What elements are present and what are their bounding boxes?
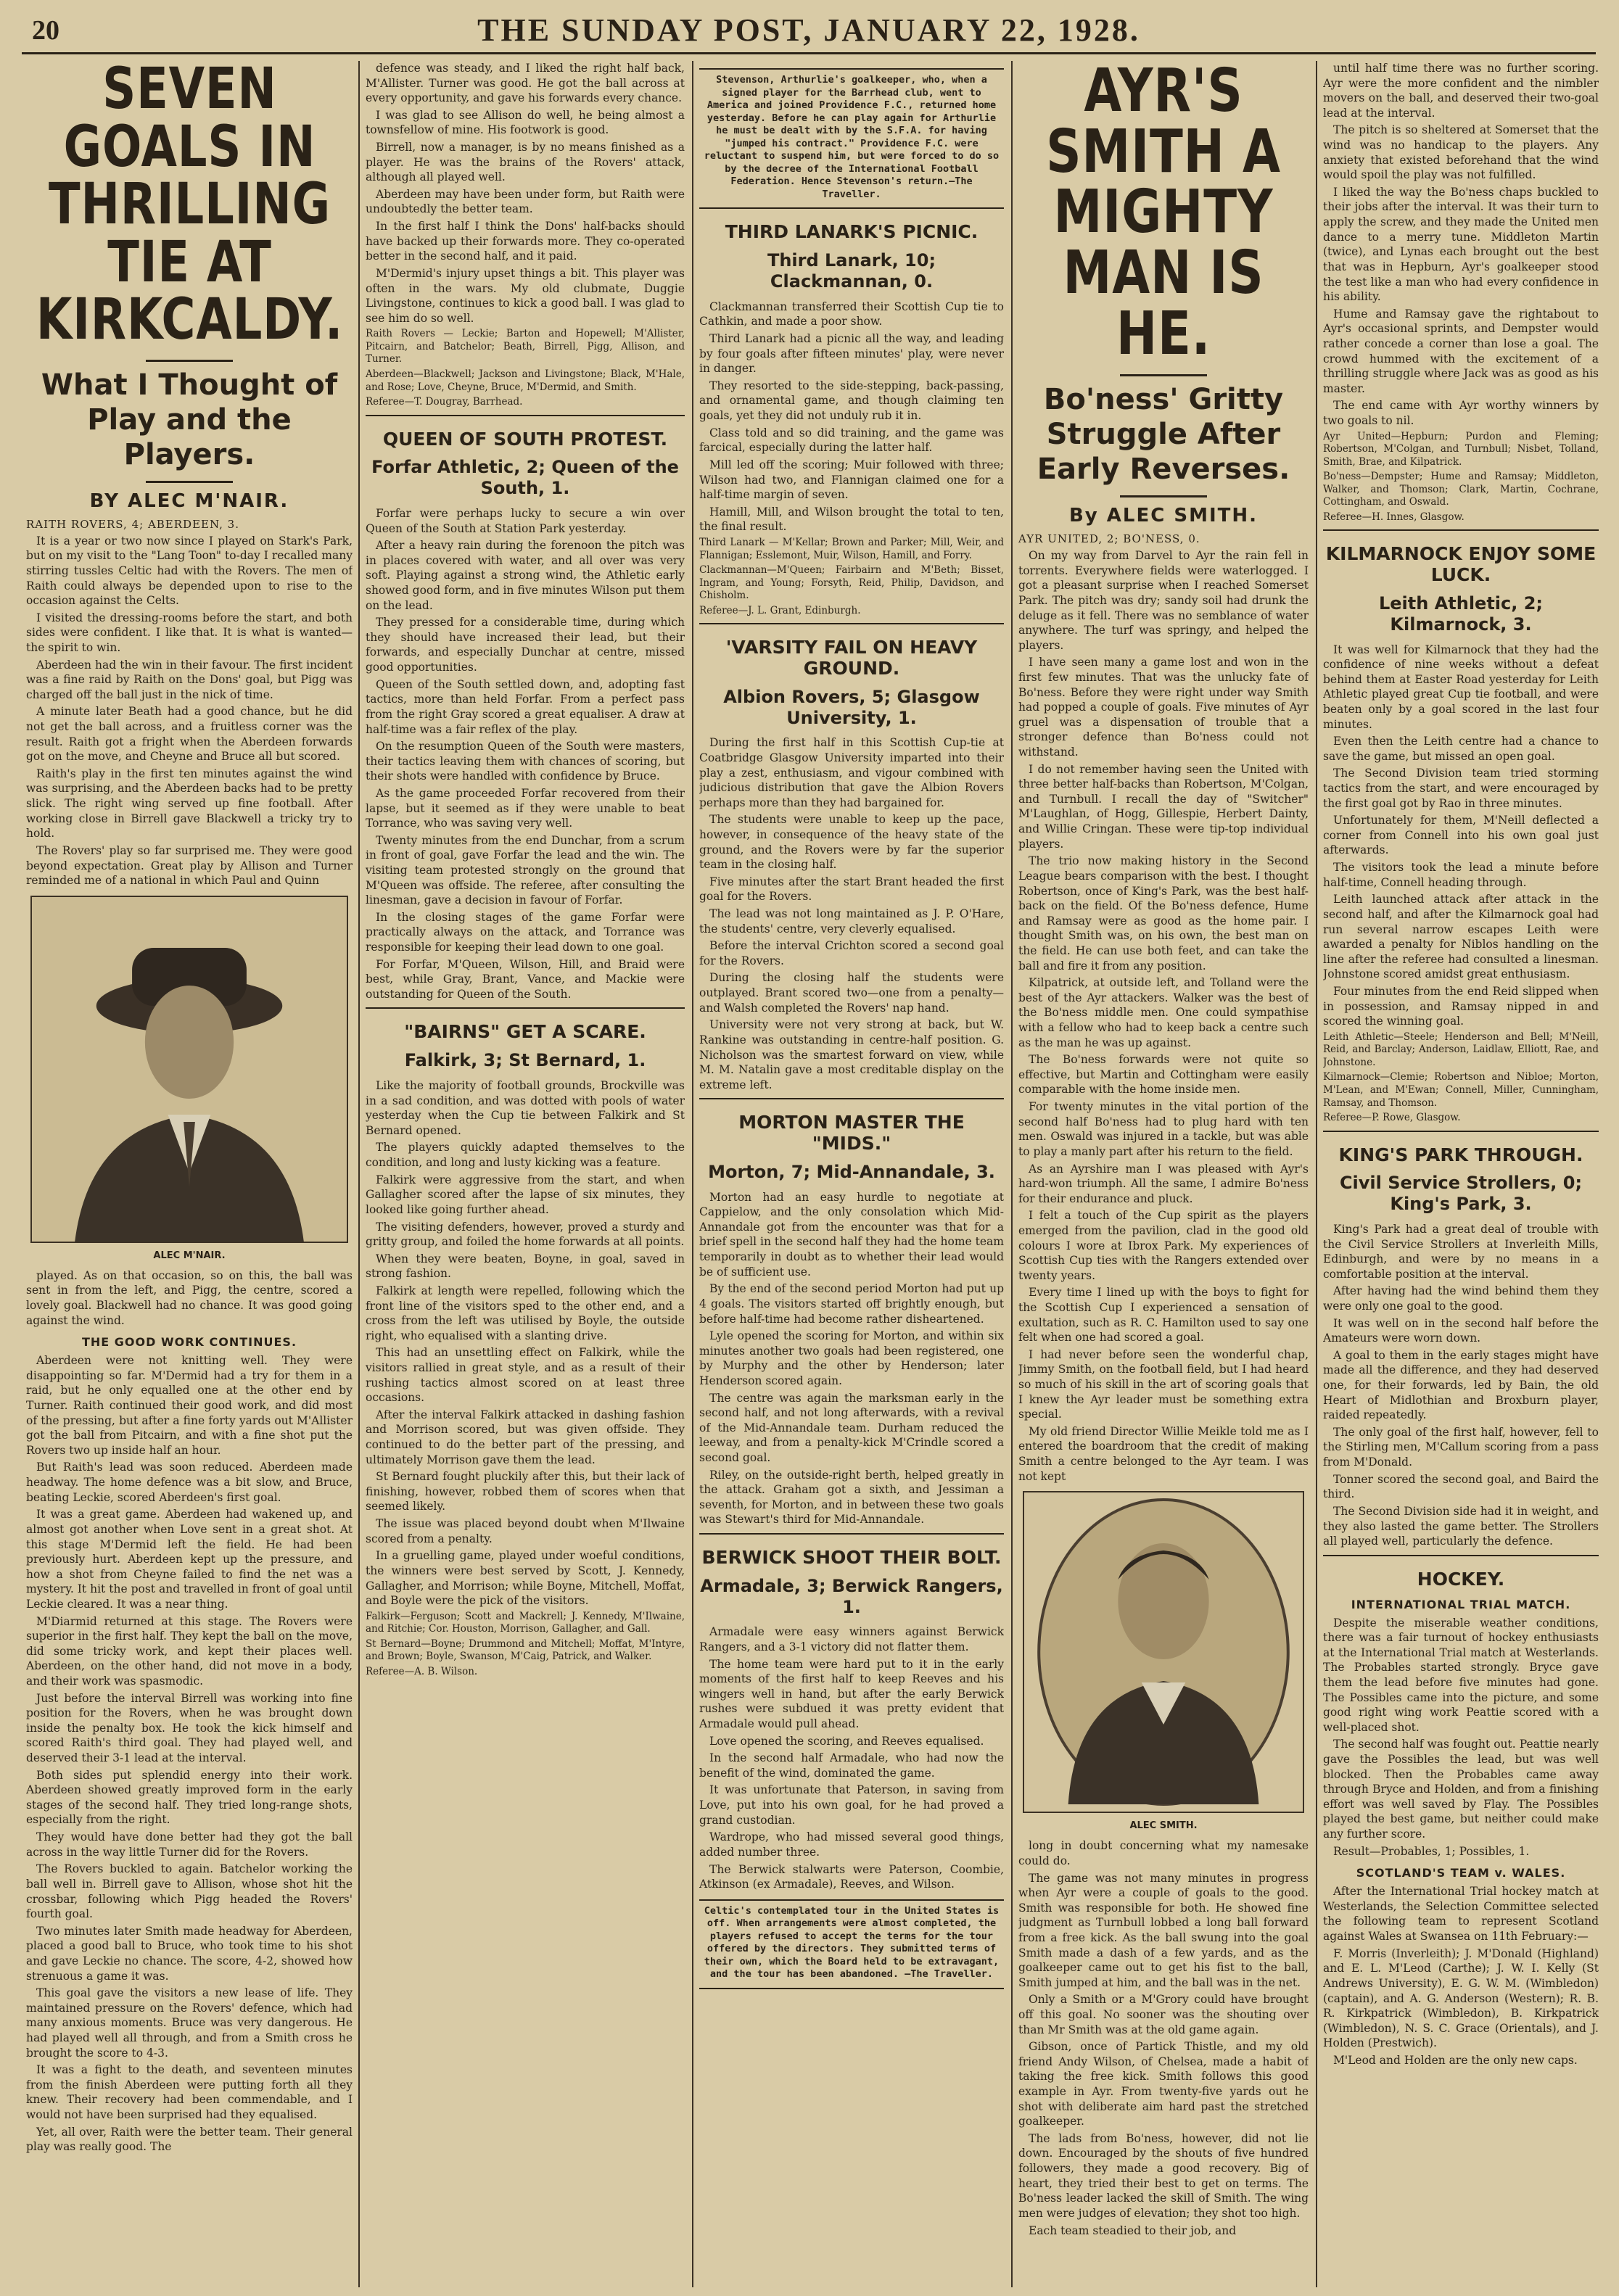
paragraph: Both sides put splendid energy into their work. Aberdeen showed greatly improved form in the early stages of the second half. They tried long-range shots, especially from the right. (26, 1768, 353, 1827)
paragraph: Yet, all over, Raith were the better team. Their general play was really good. The (26, 2125, 353, 2154)
paragraph: In a gruelling game, played under woeful conditions, the winners were best served by Scott, J. Kennedy, Gallagher, and Morrison; while Boyne, Mitchell, Moffat, and Boyle were the pick of the visitors. (366, 1549, 685, 1608)
paragraph: Five minutes after the start Brant headed the first goal for the Rovers. (699, 875, 1004, 904)
headline-kilmarnock: KILMARNOCK ENJOY SOME LUCK. (1325, 543, 1597, 586)
paragraph: It was a great game. Aberdeen had wakened up, and almost got another when Love sent in a great shot. At this stage M'Dermid left the field. He had been previously hurt. Aberdeen kept up the pressure, and how a shot from Cheyne failed to find the net was a mystery. It hit the post and travelled in front of goal until Leckie cleared. It was a near thing. (26, 1508, 353, 1611)
column-rule (692, 61, 693, 2287)
score-falkirk-stbernard: Falkirk, 3; St Bernard, 1. (404, 1050, 646, 1071)
paragraph: After the International Trial hockey match at Westerlands, the Selection Committee selected the following team to represent Scotland against Wales at Swansea on 11th February:— (1323, 1885, 1599, 1944)
paragraph: It was well for Kilmarnock that they had the confidence of nine weeks without a defeat behind them at Easter Road yesterday for Leith Athletic played great Cup tie football, and were beaten only by a goal scored in the last four minutes. (1323, 643, 1599, 731)
photo-caption: ALEC M'NAIR. (153, 1250, 226, 1261)
paragraph: It was well on in the second half before the Amateurs were worn down. (1323, 1316, 1599, 1345)
paragraph: After having had the wind behind them they were only one goal to the good. (1323, 1284, 1599, 1313)
paragraph: For Forfar, M'Queen, Wilson, Hill, and Braid were best, while Gray, Brant, Vance, and Mackie were outstanding for Queen of the South. (366, 957, 685, 1001)
score-leith-kilmarnock: Leith Athletic, 2; Kilmarnock, 3. (1378, 592, 1544, 635)
paragraph: Mill led off the scoring; Muir followed with three; Wilson had two, and Flannigan claimed one for a half-time margin of seven. (699, 458, 1004, 502)
divider (699, 1533, 1004, 1535)
paragraph: Two minutes later Smith made headway for Aberdeen, placed a good ball to Bruce, who took time to his shot and gave Leckie no chance. The score, 4-2, showed how strenuous a game it was. (26, 1924, 353, 1983)
paragraph: The home team were hard put to it in the early moments of the first half to keep Reeves and his wingers well in hand, but after the early Berwick rushes were subdued it was pretty evident that Armadale would pull ahead. (699, 1657, 1004, 1731)
paragraph: The lads from Bo'ness, however, did not lie down. Encouraged by the shouts of five hundred followers, they made a good recovery. Big of heart, they tried their best to get on terms. The Bo'ness leader lacked the skill of Smith. The wing men were judges of elevation; they shot too high. (1018, 2131, 1309, 2220)
divider (1323, 1555, 1599, 1556)
paragraph: The issue was placed beyond doubt when M'Ilwaine scored from a penalty. (366, 1517, 685, 1545)
team-lineup: Falkirk—Ferguson; Scott and Mackrell; J. Kennedy, M'Ilwaine, and Ritchie; Cor. Houston, Morrison, Gallagher, and Gall. (366, 1610, 685, 1635)
paragraph: I felt a touch of the Cup spirit as the players emerged from the pavilion, clad in the good old colours I wore at Ibrox Park. My experiences of Scottish Cup ties with the Rangers extended over twenty years. (1018, 1209, 1309, 1282)
divider (146, 481, 233, 483)
masthead (22, 10, 1596, 54)
article-body (26, 534, 353, 888)
box-text: Stevenson, Arthurlie's goalkeeper, who, when a signed player for the Barrhead club, went to America and joined Providence F.C., returned home yesterday. Before he can play again for Arthurlie he must be dealt with by the S.F.A. for having "jumped his contract." Providence F.C. were reluctant to suspend him, but were forced to do so by the decree of the International Football Federation. Hence Stevenson's return.—The Traveller. (704, 74, 1000, 200)
paragraph: Aberdeen had the win in their favour. The first incident was a fine raid by Raith on the Dons' goal, but Pigg was charged off the ball just in the nick of time. (26, 658, 353, 701)
column-rule (358, 61, 360, 2287)
column-rule (1316, 61, 1317, 2287)
paragraph: Before the interval Crichton scored a second goal for the Rovers. (699, 939, 1004, 967)
paragraph: until half time there was no further scoring. Ayr were the more confident and the nimbler movers on the ball, and deserved their two-goal lead at the interval. (1323, 62, 1599, 120)
paragraph: Queen of the South settled down, and, adopting fast tactics, more than held Forfar. From a perfect pass from the right Gray scored a great equaliser. A draw at half-time was a fair reflex of the play. (366, 677, 685, 736)
paragraph: The Berwick stalwarts were Paterson, Coombie, Atkinson (ex Armadale), Reeves, and Wilson. (699, 1862, 1004, 1891)
divider (366, 415, 685, 416)
paragraph: I have seen many a game lost and won in the first few minutes. That was the unlucky fate of Bo'ness. Before they were right under way Smith had popped a couple of goals. Five minutes of Ayr gruel was a dispensation of trouble that a stronger defence than Bo'ness could not withstand. (1018, 656, 1309, 759)
headline-berwick: BERWICK SHOOT THEIR BOLT. (701, 1547, 1002, 1569)
paragraph: The lead was not long maintained as J. P. O'Hare, the students' centre, very cleverly equalised. (699, 907, 1004, 936)
paragraph: Morton had an easy hurdle to negotiate at Cappielow, and the only consolation which Mid-Annandale got from the encounter was that for a brief spell in the second half they had the home team temporarily in doubt as to whether their lead would be of sufficient use. (699, 1190, 1004, 1279)
paragraph: Falkirk were aggressive from the start, and when Gallagher scored after the lapse of six minutes, they looked like going further ahead. (366, 1173, 685, 1216)
result-line: RAITH ROVERS, 4; ABERDEEN, 3. (26, 517, 239, 531)
paragraph: M'Diarmid returned at this stage. The Rovers were superior in the first half. They kept the ball on the move, did some tricky work, and kept their places well. Aberdeen, on the other hand, did not move in a body, and their work was spasmodic. (26, 1614, 353, 1688)
paragraph: They would have done better had they got the ball across in the way little Turner did for the Rovers. (26, 1830, 353, 1859)
divider (1323, 529, 1599, 531)
subheadline-boness: Bo'ness' Gritty Struggle After Early Reverses. (1037, 383, 1290, 487)
score-albion-university: Albion Rovers, 5; Glasgow University, 1. (723, 686, 980, 728)
referee-line: Referee—T. Dougray, Barrhead. (366, 396, 523, 408)
paragraph: The end came with Ayr worthy winners by two goals to nil. (1323, 399, 1599, 428)
score-forfar-queen: Forfar Athletic, 2; Queen of the South, 1. (371, 457, 679, 499)
subheadline-trial-match: INTERNATIONAL TRIAL MATCH. (1351, 1597, 1571, 1611)
byline-smith: By ALEC SMITH. (1068, 505, 1258, 527)
paragraph: A goal to them in the early stages might have made all the difference, and they had deserved one, for their forwards, led by Bain, the old Heart of Midlothian and Broxburn player, raided repeatedly. (1323, 1348, 1599, 1422)
paragraph: I liked the way the Bo'ness chaps buckled to their jobs after the interval. It was their turn to apply the screw, and they made the United men dance to a merry tune. Middleton Martin (twice), and Lynas each brought out the best that was in Hepburn, Ayr's goalkeeper stood the test like a man who had every confidence in his ability. (1323, 185, 1599, 304)
page-number: 20 (32, 15, 59, 46)
paragraph: This goal gave the visitors a new lease of life. They maintained pressure on the Rovers' defence, which had many anxious moments. Bruce was very dangerous. He had played well all through, and from a Smith cross he brought the score to 4-3. (26, 1986, 353, 2060)
score-strollers-kings-park: Civil Service Strollers, 0; King's Park, 3. (1339, 1173, 1583, 1215)
paragraph: As an Ayrshire man I was pleased with Ayr's hard-won triumph. All the same, I admire Bo'ness for their endurance and pluck. (1018, 1162, 1309, 1205)
paragraph: This had an unsettling effect on Falkirk, while the visitors rallied in great style, and as a result of their rushing tactics almost scored on at least three occasions. (366, 1346, 685, 1405)
headline-kirkcaldy: SEVEN GOALS IN THRILLING TIE AT KIRKCALDY. (36, 61, 343, 353)
paragraph: As the game proceeded Forfar recovered from their lapse, but it seemed as if they were unable to beat Torrance, who was saving very well. (366, 786, 685, 830)
paragraph: defence was steady, and I liked the right half back, M'Allister. Turner was good. He got the ball across at every opportunity, and gave his forwards every chance. (366, 62, 685, 105)
paragraph: The players quickly adapted themselves to the condition, and long and lusty kicking was a feature. (366, 1141, 685, 1170)
paragraph: Leith launched attack after attack in the second half, and after the Kilmarnock goal had run several narrow escapes Leith were awarded a penalty for Niblos handling on the line after the referee had consulted a linesman. Johnstone scored amidst great enthusiasm. (1323, 893, 1599, 981)
divider (1120, 495, 1207, 497)
paragraph: I was glad to see Allison do well, he being almost a townsfellow of mine. His footwork is good. (366, 108, 685, 137)
headline-ayr-smith: AYR'S SMITH A MIGHTY MAN IS HE. (1046, 61, 1281, 368)
team-lineup: Kilmarnock—Clemie; Robertson and Nibloe; Morton, M'Lean, and M'Ewan; Connell, Miller, Cunningham, Ramsay, and Thomson. (1323, 1071, 1599, 1109)
paragraph: Twenty minutes from the end Dunchar, from a scrum in front of goal, gave Forfar the lead and the win. The visiting team protested strongly on the ground that M'Queen was offside. The referee, after consulting the linesman, gave a decision in favour of Forfar. (366, 833, 685, 907)
paragraph: Each team steadied to their job, and (1029, 2223, 1237, 2237)
paragraph: Riley, on the outside-right berth, helped greatly in the attack. Graham got a sixth, and Jessiman a seventh, for Morton, and in between these two goals was Stewart's third for Mid-Annandale. (699, 1468, 1004, 1527)
paragraph: Hume and Ramsay gave the rightabout to Ayr's occasional sprints, and Dempster would rather concede a corner than lose a goal. The crowd hummed with the excitement of a thrilling struggle where Jack was as good as his master. (1323, 307, 1599, 395)
headline-bairns: "BAIRNS" GET A SCARE. (404, 1021, 646, 1043)
headline-queen-of-south: QUEEN OF SOUTH PROTEST. (382, 428, 668, 450)
paragraph: They pressed for a considerable time, during which they should have increased their lead, but their forwards, and especially Dunchar at centre, missed good opportunities. (366, 616, 685, 674)
paragraph: A minute later Beath had a good chance, but he did not get the ball across, and a fruitless corner was the result. Raith got a fright when the Aberdeen forwards got on the move, and Cheyne and Bruce all but scored. (26, 705, 353, 764)
divider (146, 360, 233, 362)
paragraph: Aberdeen were not knitting well. They were disappointing so far. M'Dermid had a try for them in a raid, but he only equalled one at the other end by Turner. Raith continued their good work, and did most of the pressing, but after a fine forty yards out M'Allister got the ball from Pitcairn, and with a fine shot put the Rovers two up inside half an hour. (26, 1354, 353, 1457)
paragraph: Armadale were easy winners against Berwick Rangers, and a 3-1 victory did not flatter them. (699, 1625, 1004, 1653)
paragraph: The trio now making history in the Second League bears comparison with the best. I thought Robertson, once of King's Park, was the best half-back on the field. Of the Bo'ness defence, Hume and Ramsay were as good as the home pair. I thought Smith was, on his own, the best man on the field. He can use both feet, and can take the ball and fire it from any position. (1018, 854, 1309, 973)
paragraph: The Bo'ness forwards were not quite so effective, but Martin and Cottingham were easily comparable with the home inside men. (1018, 1053, 1309, 1097)
headline-morton: MORTON MASTER THE "MIDS." (738, 1112, 965, 1155)
paragraph: Clackmannan transferred their Scottish Cup tie to Cathkin, and made a poor show. (699, 300, 1004, 329)
paragraph: Aberdeen may have been under form, but Raith were undoubtedly the better team. (366, 187, 685, 216)
referee-line: Referee—J. L. Grant, Edinburgh. (699, 604, 861, 616)
paragraph: I do not remember having seen the United with three better half-backs than Robertson, M'Colgan, and Turnbull. I recall the day of "Switcher" M'Laughlan, of Hogg, Gillespie, Herbert Dainty, and Willie Cringan. These were tip-top individual players. (1018, 762, 1309, 851)
paragraph: The only goal of the first half, however, fell to the Stirling men, M'Callum scoring from a pass from M'Donald. (1323, 1425, 1599, 1469)
paragraph: It is a year or two now since I played on Stark's Park, but on my visit to the "Lang Toon" to-day I recalled many stirring tussles Celtic had with the Rovers. The men of Raith could always be depended upon to rise to the occasion against the Celts. (26, 534, 353, 608)
paragraph: During the first half in this Scottish Cup-tie at Coatbridge Glasgow University imparted into their play a zest, enthusiasm, and vigour combined with judicious distribution that gave the Albion Rovers perhaps more than they had bargained for. (699, 736, 1004, 809)
paragraph: The centre was again the marksman early in the second half, and not long afterwards, with a revival of the Mid-Annandale team. Durham reduced the leeway, and from a penalty-kick M'Crindle scored a second goal. (699, 1391, 1004, 1464)
score-third-lanark: Third Lanark, 10; Clackmannan, 0. (767, 250, 936, 292)
paragraph: Kilpatrick, at outside left, and Tolland were the best of the Ayr attackers. Walker was the best of the Bo'ness middle men. One could sympathise with a fellow who had to keep back a centre such as the man he was up against. (1018, 976, 1309, 1049)
referee-line: Referee—H. Innes, Glasgow. (1323, 511, 1464, 523)
paragraph: M'Dermid's injury upset things a bit. This player was often in the wars. My old clubmate, Duggie Livingstone, continues to kick a good ball. I was glad to see him do so well. (366, 266, 685, 325)
paragraph: Despite the miserable weather conditions, there was a fair turnout of hockey enthusiasts at the International Trial match at Westerlands. The Probables started strongly. Bryce gave them the lead before five minutes had gone. The Possibles came into the picture, and some good right wing work Peattie scored with a well-placed shot. (1323, 1616, 1599, 1734)
paragraph: Raith's play in the first ten minutes against the wind was surprising, and the Aberdeen backs had to be pretty slick. The right wing served up fine football. After working close in Birrell gave Blackwell a tricky try to hold. (26, 767, 353, 841)
referee-line: Referee—A. B. Wilson. (366, 1665, 478, 1677)
paragraph: Gibson, once of Partick Thistle, and my old friend Andy Wilson, of Chelsea, made a habit of taking the free kick. Smith follows this good example in Ayr. From twenty-five yards out he shot with deliberate aim hard past the stretched goalkeeper. (1018, 2040, 1309, 2128)
paragraph: F. Morris (Inverleith); J. M'Donald (Highland) and E. L. M'Leod (Carthe); J. W. I. Kelly (St Andrews University), E. G. W. M. (Wimbledon) (captain), and A. G. Anderson (Western); R. B. R. Kirkpatrick (Wimbledon), B. Kirkpatrick (Wimbledon), N. S. C. Grace (Orientals), and J. Holden (Prestwich). (1323, 1946, 1599, 2050)
paragraph: Lyle opened the scoring for Morton, and within six minutes another two goals had been registered, one by Murphy and the other by Henderson; later Henderson scored again. (699, 1329, 1004, 1387)
divider (366, 1007, 685, 1009)
section-head: THE GOOD WORK CONTINUES. (81, 1335, 297, 1350)
team-lineup: Raith Rovers — Leckie; Barton and Hopewell; M'Allister, Pitcairn, and Batchelor; Beath, Birrell, Pigg, Allison, and Turner. (366, 328, 685, 366)
paragraph: Just before the interval Birrell was working into fine position for the Rovers, when he was brought down inside the penalty box. He took the kick himself and scored Raith's third goal. They had played well, and deserved their 3-1 lead at the interval. (26, 1691, 353, 1765)
headline-third-lanark: THIRD LANARK'S PICNIC. (725, 221, 979, 243)
paragraph: The students were unable to keep up the pace, however, in consequence of the heavy state of the ground, and the Rovers were by far the superior team in the closing half. (699, 813, 1004, 872)
paragraph: M'Leod and Holden are the only new caps. (1333, 2053, 1578, 2067)
portrait-photo-smith (1023, 1491, 1304, 1813)
team-lineup: Ayr United—Hepburn; Purdon and Fleming; Robertson, M'Colgan, and Turnbull; Nisbet, Tolland, Smith, Brae, and Kilpatrick. (1323, 430, 1599, 468)
paragraph: St Bernard fought pluckily after this, but their lack of finishing, however, robbed them of scores when that seemed likely. (366, 1470, 685, 1514)
divider (699, 623, 1004, 624)
paragraph: It was unfortunate that Paterson, in saving from Love, put into his own goal, for he had proved a grand custodian. (699, 1783, 1004, 1827)
divider (1120, 374, 1207, 376)
paragraph: long in doubt concerning what my namesake could do. (1018, 1839, 1309, 1867)
divider (699, 1098, 1004, 1099)
paragraph: Four minutes from the end Reid slipped when in possession, and Ramsay nipped in and scored the winning goal. (1323, 984, 1599, 1028)
paragraph: played. As on that occasion, so on this, the ball was sent in from the left, and Pigg, the centre, scored a lovely goal. Blackwell had no chance. It was good going against the wind. (26, 1268, 353, 1327)
paragraph: It was a fight to the death, and seventeen minutes from the finish Aberdeen were putting forth all they knew. Their recovery had been commendable, and I would not have been surprised had they equalised. (26, 2063, 353, 2122)
paragraph: The pitch is so sheltered at Somerset that the wind was no handicap to the players. Any anxiety that existed beforehand that the wind would spoil the play was not fulfilled. (1323, 123, 1599, 182)
paragraph: The Rovers buckled to again. Batchelor working the ball well in. Birrell gave to Allison, whose shot hit the crossbar, following which Pigg headed the Rovers' fourth goal. (26, 1862, 353, 1921)
paragraph: The Second Division team tried storming tactics from the start, and were encouraged by the first goal got by Rao in three minutes. (1323, 767, 1599, 810)
column-rule (1011, 61, 1013, 2287)
news-box-celtic-tour (699, 1899, 1004, 1989)
paragraph: Birrell, now a manager, is by no means finished as a player. He was the brains of the Rovers' attack, although all played well. (366, 141, 685, 184)
paragraph: When they were beaten, Boyne, in goal, saved in strong fashion. (366, 1252, 685, 1281)
headline-kings-park: KING'S PARK THROUGH. (1338, 1144, 1583, 1165)
paragraph: Like the majority of football grounds, Brockville was in a sad condition, and was dotted with pools of water yesterday when the Cup tie between Falkirk and St Bernard opened. (366, 1079, 685, 1137)
headline-scotland-team: SCOTLAND'S TEAM v. WALES. (1356, 1866, 1566, 1880)
team-lineup: St Bernard—Boyne; Drummond and Mitchell; Moffat, M'Intyre, and Brown; Boyle, Swanson, M'Caig, Patrick, and Walker. (366, 1638, 685, 1663)
paragraph: Unfortunately for them, M'Neill deflected a corner from Connell into his own goal just afterwards. (1323, 814, 1599, 857)
referee-line: Referee—P. Rowe, Glasgow. (1323, 1112, 1461, 1124)
paragraph: My old friend Director Willie Meikle told me as I entered the boardroom that the credit of making Smith a centre belonged to the Ayr team. I was not kept (1018, 1424, 1309, 1483)
headline-hockey: HOCKEY. (1417, 1568, 1505, 1590)
portrait-image (1024, 1492, 1303, 1812)
paragraph: Wardrope, who had missed several good things, added number three. (699, 1830, 1004, 1859)
byline-mcnair: BY ALEC M'NAIR. (89, 490, 289, 512)
paragraph: The game was not many minutes in progress when Ayr were a couple of goals to the good. Smith was responsible for both. He showed fine judgment as Turnbull lobbed a long ball forward from a free kick. As the ball swung into the goal Smith made a dash of a few yards, and as the goalkeeper came out to get his fist to the ball, Smith jumped at him, and the ball was in the net. (1018, 1871, 1309, 1989)
paragraph: By the end of the second period Morton had put up 4 goals. The visitors started off brightly enough, but before half-time had become rather disheartened. (699, 1282, 1004, 1326)
column-1 (26, 61, 353, 2157)
score-armadale-berwick: Armadale, 3; Berwick Rangers, 1. (700, 1575, 1003, 1617)
paragraph: They resorted to the side-stepping, back-passing, and ornamental game, and though claiming ten goals, yet they did not unduly rub it in. (699, 379, 1004, 423)
box-text: Celtic's contemplated tour in the United States is off. When arrangements were almost completed, the players refused to accept the terms for the tour offered by the directors. They submitted terms of their own, which the Board held to be extravagant, and the tour has been abandoned. —The Traveller. (704, 1904, 1000, 1981)
score-morton-mid-annandale: Morton, 7; Mid-Annandale, 3. (708, 1161, 995, 1182)
paragraph: I had never before seen the wonderful chap, Jimmy Smith, on the football field, but I had heard so much of his skill in the art of scoring goals that I knew the Ayr leader must be something extra special. (1018, 1347, 1309, 1421)
paragraph: Tonner scored the second goal, and Baird the third. (1323, 1472, 1599, 1501)
subheadline-play: What I Thought of Play and the Players. (41, 368, 338, 471)
portrait-image (32, 897, 347, 1242)
column-5 (1323, 61, 1599, 2070)
column-4 (1018, 61, 1309, 2240)
paragraph: I visited the dressing-rooms before the start, and both sides were confident. I like that. It is what is wanted—the spirit to win. (26, 611, 353, 654)
paragraph: The visiting defenders, however, proved a sturdy and gritty group, and foiled the home forwards at all points. (366, 1220, 685, 1249)
paragraph: Third Lanark had a picnic all the way, and leading by four goals after fifteen minutes' play, were never in danger. (699, 332, 1004, 376)
paragraph: For twenty minutes in the vital portion of the second half Bo'ness had to plug hard with ten men. Oswald was injured in a tackle, but was able to play a manly part after his return to the field. (1018, 1100, 1309, 1158)
paragraph: During the closing half the students were outplayed. Brant scored two—one from a penalty—and Walsh completed the Rovers' nap hand. (699, 971, 1004, 1015)
paragraph: On the resumption Queen of the South were masters, their tactics leaving them with chances of scoring, but their shots were handled with confidence by Bruce. (366, 740, 685, 783)
team-lineup: Leith Athletic—Steele; Henderson and Bell; M'Neill, Reid, and Barclay; Anderson, Laidlaw, Elliott, Rae, and Johnstone. (1323, 1031, 1599, 1068)
paragraph: The Rovers' play so far surprised me. They were good beyond expectation. Great play by Allison and Turner reminded me of a national in which Paul and Quinn (26, 843, 353, 888)
paragraph: The second half was fought out. Peattie nearly gave the Possibles the lead, but was well blocked. Then the Probables came away through Bryce and Holden, and from a finishing effort was well saved by Flay. The Possibles played the best game, but neither could make any further score. (1323, 1738, 1599, 1841)
paragraph: Forfar were perhaps lucky to secure a win over Queen of the South at Station Park yesterday. (366, 506, 685, 535)
paragraph: University were not very strong at back, but W. Rankine was outstanding in centre-half position. G. Nicholson was the smartest forward on view, while M. M. Natalin gave a most creditable display on the extreme left. (699, 1018, 1004, 1091)
team-lineup: Aberdeen—Blackwell; Jackson and Livingstone; Black, M'Hale, and Rose; Love, Cheyne, Bruce, M'Dermid, and Smith. (366, 368, 685, 393)
paragraph: King's Park had a great deal of trouble with the Civil Service Strollers at Inverleith Mills, Edinburgh, and were by no means in a comfortable position at the interval. (1323, 1222, 1599, 1281)
paragraph: Even then the Leith centre had a chance to save the game, but missed an open goal. (1323, 735, 1599, 763)
paragraph: Falkirk at length were repelled, following which the front line of the visitors sped to the other end, and a cross from the left was utilised by Boyle, the outside right, who equalised with a slanting drive. (366, 1284, 685, 1342)
paragraph: On my way from Darvel to Ayr the rain fell in torrents. Everywhere fields were waterlogged. I got a pleasant surprise when I reached Somerset Park. The pitch was dry; sandy soil had drunk the deluge as it fell. There was no semblance of water anywhere. The turf was springy, and helped the players. (1018, 549, 1309, 652)
paragraph: Only a Smith or a M'Grory could have brought off this goal. No sooner was the shouting over than Mr Smith was at the old game again. (1018, 1993, 1309, 2036)
result-line: AYR UNITED, 2; BO'NESS, 0. (1018, 532, 1200, 546)
team-lineup: Clackmannan—M'Queen; Fairbairn and M'Beth; Bisset, Ingram, and Young; Forsyth, Reid, Philip, Davidson, and Chisholm. (699, 564, 1004, 602)
paragraph: In the closing stages of the game Forfar were practically always on the attack, and Torrance was responsible for keeping their lead down to one goal. (366, 910, 685, 954)
column-3 (699, 61, 1004, 1996)
column-2 (366, 61, 685, 1680)
paragraph: Class told and so did training, and the game was farcical, especially during the latter half. (699, 426, 1004, 455)
paragraph: Hamill, Mill, and Wilson brought the total to ten, the final result. (699, 505, 1004, 534)
paragraph: After a heavy rain during the forenoon the pitch was in places covered with water, and all over was very soft. Playing against a strong wind, the Athletic early showed good form, and in five minutes Wilson put them on the lead. (366, 539, 685, 612)
team-lineup: Third Lanark — M'Kellar; Brown and Parker; Mill, Weir, and Flannigan; Esslemont, Muir, Wilson, Hamill, and Forry. (699, 536, 1004, 561)
divider (1323, 1131, 1599, 1132)
portrait-photo-mcnair (30, 896, 348, 1243)
paragraph: The visitors took the lead a minute before half-time, Connell heading through. (1323, 861, 1599, 889)
paragraph: In the second half Armadale, who had now the benefit of the wind, dominated the game. (699, 1751, 1004, 1780)
paragraph: Every time I lined up with the boys to fight for the Scottish Cup I experienced a sensation of exultation, such as R. C. Hamilton used to say one felt when one had scored a goal. (1018, 1286, 1309, 1345)
headline-varsity: 'VARSITY FAIL ON HEAVY GROUND. (725, 637, 978, 679)
news-box-stevenson (699, 68, 1004, 209)
paragraph: The Second Division side had it in weight, and they also lasted the game better. The Strollers all played well, particularly the defence. (1323, 1504, 1599, 1548)
paragraph: Result—Probables, 1; Possibles, 1. (1333, 1844, 1530, 1858)
photo-caption: ALEC SMITH. (1129, 1820, 1198, 1832)
team-lineup: Bo'ness—Dempster; Hume and Ramsay; Middleton, Walker, and Thomson; Clark, Martin, Cochrane, Cottingham, and Oswald. (1323, 471, 1599, 508)
masthead-title: THE SUNDAY POST, JANUARY 22, 1928. (477, 12, 1140, 48)
paragraph: But Raith's lead was soon reduced. Aberdeen made headway. The home defence was a bit slow, and Bruce, beating Leckie, scored Aberdeen's first goal. (26, 1461, 353, 1504)
paragraph: In the first half I think the Dons' half-backs should have backed up their forwards more. They co-operated better in the second half, and it paid. (366, 220, 685, 263)
paragraph: Love opened the scoring, and Reeves equalised. (709, 1734, 984, 1748)
paragraph: After the interval Falkirk attacked in dashing fashion and Morrison scored, but was given offside. They continued to do the better part of the pressing, and ultimately Morrison gave them the lead. (366, 1408, 685, 1466)
